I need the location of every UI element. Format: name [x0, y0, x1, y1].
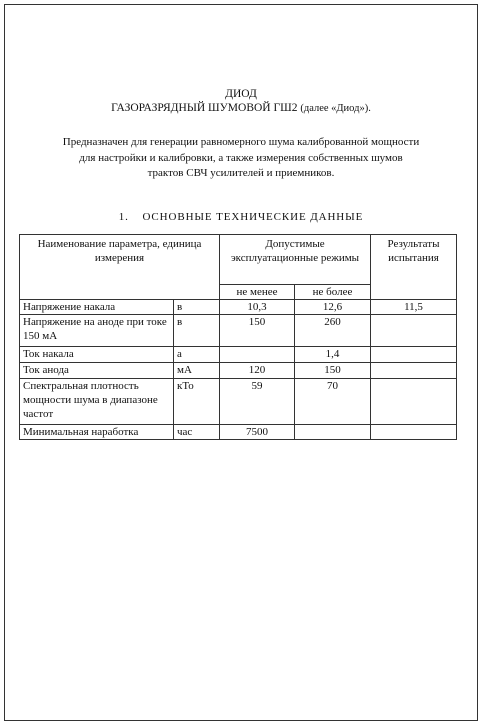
min-value-cell: 120 [220, 363, 295, 379]
header-test-results: Результаты испытания [371, 235, 457, 300]
param-name-cell: Спектральная плотность мощности шума в диапазоне частот [20, 379, 174, 425]
min-value-cell: 150 [220, 315, 295, 347]
table-header-row [20, 235, 457, 285]
table-row [20, 363, 457, 379]
header-min: не менее [220, 285, 295, 300]
table-row [20, 347, 457, 363]
section-heading [5, 211, 477, 223]
max-value-cell: 150 [295, 363, 371, 379]
header-parameter-name: Наименование параметра, единица измерения [20, 235, 220, 300]
purpose-line: для настройки и калибровки, а также измерения собственных шумов [79, 151, 403, 164]
result-cell [371, 425, 457, 440]
purpose-paragraph [5, 135, 477, 182]
param-name-cell: Напряжение накала [20, 300, 174, 315]
min-value-cell [220, 347, 295, 363]
unit-cell: в [174, 300, 220, 315]
purpose-line: Предназначен для генерации равномерного шума калиброванной мощности [62, 136, 420, 148]
param-name-cell: Ток анода [20, 363, 174, 379]
max-value-cell: 1,4 [295, 347, 371, 363]
section-number: 1. [118, 211, 129, 223]
section-title: ОСНОВНЫЕ ТЕХНИЧЕСКИЕ ДАННЫЕ [142, 211, 364, 223]
result-cell [371, 315, 457, 347]
unit-cell: а [174, 347, 220, 363]
table-row [20, 379, 457, 425]
param-name-cell: Минимальная наработка [20, 425, 174, 440]
max-value-cell: 12,6 [295, 300, 371, 315]
result-cell [371, 379, 457, 425]
max-value-cell: 70 [295, 379, 371, 425]
max-value-cell [295, 425, 371, 440]
result-cell: 11,5 [371, 300, 457, 315]
unit-cell: в [174, 315, 220, 347]
purpose-line: трактов СВЧ усилителей и приемников. [147, 167, 335, 179]
unit-cell: мА [174, 363, 220, 379]
device-name: ГАЗОРАЗРЯДНЫЙ ШУМОВОЙ ГШ2 [111, 102, 298, 114]
min-value-cell: 7500 [220, 425, 295, 440]
table-row [20, 300, 457, 315]
header-max: не более [295, 285, 371, 300]
device-alias-note: (далее «Диод»). [300, 103, 371, 114]
param-name-cell: Ток накала [20, 347, 174, 363]
technical-data-table [19, 234, 457, 440]
result-cell [371, 363, 457, 379]
min-value-cell: 10,3 [220, 300, 295, 315]
min-value-cell: 59 [220, 379, 295, 425]
device-type-heading: ДИОД [225, 88, 257, 100]
unit-cell: час [174, 425, 220, 440]
header-allowed-modes: Допустимые эксплуатационные режимы [220, 235, 371, 285]
max-value-cell: 260 [295, 315, 371, 347]
table-row [20, 315, 457, 347]
result-cell [371, 347, 457, 363]
param-name-cell: Напряжение на аноде при токе 150 мА [20, 315, 174, 347]
device-name-heading [5, 101, 477, 116]
table-row [20, 425, 457, 440]
unit-cell: кТо [174, 379, 220, 425]
